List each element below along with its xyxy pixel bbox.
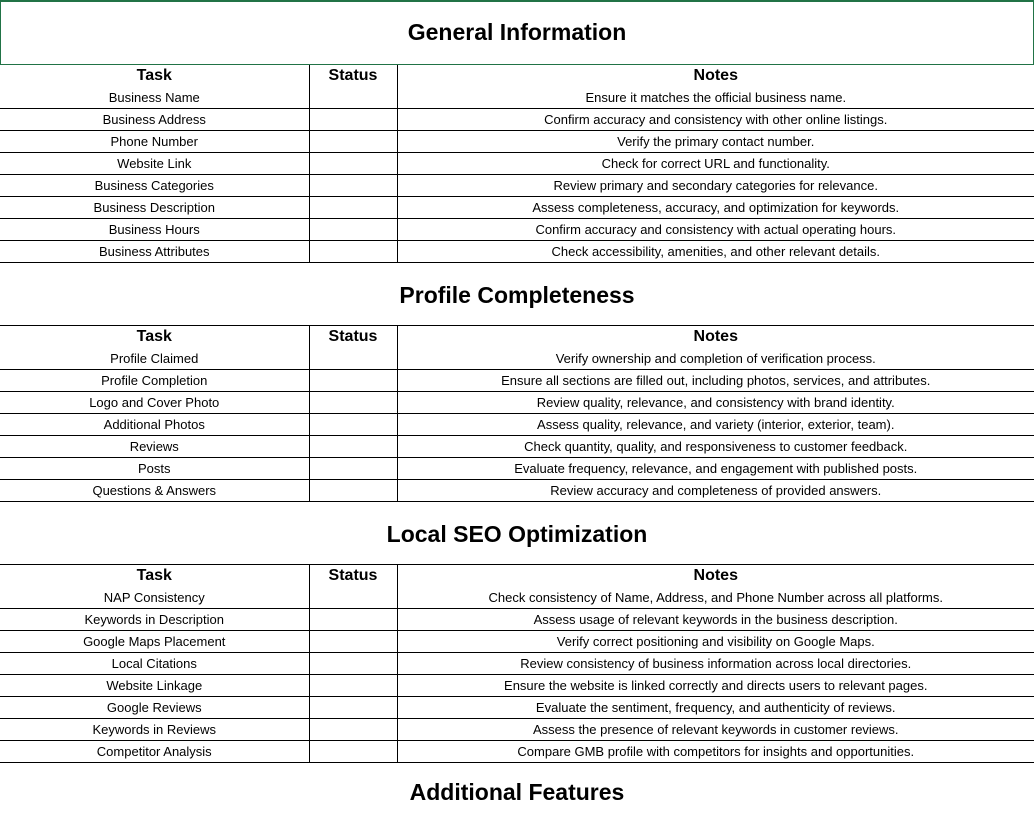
column-header-task[interactable]: Task xyxy=(0,326,309,348)
task-cell[interactable]: Logo and Cover Photo xyxy=(0,392,309,414)
checklist-table-local-seo-optimization xyxy=(0,565,1034,763)
status-cell[interactable] xyxy=(309,392,397,414)
task-cell[interactable]: Questions & Answers xyxy=(0,480,309,502)
table-row xyxy=(0,153,1034,175)
section-title-general-information[interactable]: General Information xyxy=(0,2,1034,65)
task-cell[interactable]: Profile Claimed xyxy=(0,348,309,370)
task-cell[interactable]: Posts xyxy=(0,458,309,480)
notes-cell[interactable]: Assess usage of relevant keywords in the business description. xyxy=(397,609,1034,631)
table-row xyxy=(0,109,1034,131)
table-row xyxy=(0,175,1034,197)
notes-cell[interactable]: Review consistency of business information across local directories. xyxy=(397,653,1034,675)
table-row xyxy=(0,392,1034,414)
table-row xyxy=(0,370,1034,392)
task-cell[interactable]: Business Address xyxy=(0,109,309,131)
task-cell[interactable]: Business Name xyxy=(0,87,309,109)
notes-cell[interactable]: Ensure it matches the official business name. xyxy=(397,87,1034,109)
status-cell[interactable] xyxy=(309,153,397,175)
task-cell[interactable]: Business Description xyxy=(0,197,309,219)
notes-cell[interactable]: Compare GMB profile with competitors for insights and opportunities. xyxy=(397,741,1034,763)
status-cell[interactable] xyxy=(309,609,397,631)
table-row xyxy=(0,241,1034,263)
status-cell[interactable] xyxy=(309,348,397,370)
notes-cell[interactable]: Ensure the website is linked correctly and directs users to relevant pages. xyxy=(397,675,1034,697)
status-cell[interactable] xyxy=(309,480,397,502)
task-cell[interactable]: Competitor Analysis xyxy=(0,741,309,763)
notes-cell[interactable]: Assess quality, relevance, and variety (interior, exterior, team). xyxy=(397,414,1034,436)
table-row xyxy=(0,348,1034,370)
notes-cell[interactable]: Review primary and secondary categories for relevance. xyxy=(397,175,1034,197)
table-row xyxy=(0,609,1034,631)
status-cell[interactable] xyxy=(309,175,397,197)
status-cell[interactable] xyxy=(309,241,397,263)
table-row xyxy=(0,653,1034,675)
task-cell[interactable]: Google Reviews xyxy=(0,697,309,719)
table-header-row xyxy=(0,565,1034,587)
table-row xyxy=(0,414,1034,436)
checklist-table-profile-completeness xyxy=(0,326,1034,502)
table-row xyxy=(0,587,1034,609)
table-row xyxy=(0,741,1034,763)
notes-cell[interactable]: Check consistency of Name, Address, and Phone Number across all platforms. xyxy=(397,587,1034,609)
task-cell[interactable]: Reviews xyxy=(0,436,309,458)
column-header-notes[interactable]: Notes xyxy=(693,328,738,345)
table-row xyxy=(0,131,1034,153)
status-cell[interactable] xyxy=(309,741,397,763)
notes-cell[interactable]: Assess the presence of relevant keywords in customer reviews. xyxy=(397,719,1034,741)
column-header-status[interactable]: Status xyxy=(309,565,397,587)
notes-cell[interactable]: Review quality, relevance, and consistency with brand identity. xyxy=(397,392,1034,414)
column-header-notes[interactable]: Notes xyxy=(693,67,738,84)
table-row xyxy=(0,675,1034,697)
task-cell[interactable]: Business Attributes xyxy=(0,241,309,263)
table-row xyxy=(0,458,1034,480)
notes-cell[interactable]: Check quantity, quality, and responsiveness to customer feedback. xyxy=(397,436,1034,458)
notes-cell[interactable]: Evaluate frequency, relevance, and engagement with published posts. xyxy=(397,458,1034,480)
notes-cell[interactable]: Review accuracy and completeness of provided answers. xyxy=(397,480,1034,502)
status-cell[interactable] xyxy=(309,719,397,741)
status-cell[interactable] xyxy=(309,219,397,241)
notes-cell[interactable]: Confirm accuracy and consistency with actual operating hours. xyxy=(397,219,1034,241)
status-cell[interactable] xyxy=(309,458,397,480)
checklist-table-general-information xyxy=(0,65,1034,263)
status-cell[interactable] xyxy=(309,414,397,436)
table-row xyxy=(0,87,1034,109)
notes-cell[interactable]: Verify correct positioning and visibility on Google Maps. xyxy=(397,631,1034,653)
column-header-notes[interactable]: Notes xyxy=(693,567,738,584)
task-cell[interactable]: Local Citations xyxy=(0,653,309,675)
notes-cell[interactable]: Confirm accuracy and consistency with other online listings. xyxy=(397,109,1034,131)
status-cell[interactable] xyxy=(309,631,397,653)
notes-cell[interactable]: Assess completeness, accuracy, and optimization for keywords. xyxy=(397,197,1034,219)
notes-cell[interactable]: Ensure all sections are filled out, including photos, services, and attributes. xyxy=(397,370,1034,392)
table-row xyxy=(0,719,1034,741)
task-cell[interactable]: Google Maps Placement xyxy=(0,631,309,653)
status-cell[interactable] xyxy=(309,197,397,219)
status-cell[interactable] xyxy=(309,87,397,109)
column-header-task[interactable]: Task xyxy=(0,565,309,587)
task-cell[interactable]: Business Categories xyxy=(0,175,309,197)
table-row xyxy=(0,480,1034,502)
status-cell[interactable] xyxy=(309,653,397,675)
notes-cell[interactable]: Verify ownership and completion of verification process. xyxy=(397,348,1034,370)
notes-cell[interactable]: Verify the primary contact number. xyxy=(397,131,1034,153)
status-cell[interactable] xyxy=(309,675,397,697)
task-cell[interactable]: NAP Consistency xyxy=(0,587,309,609)
table-row xyxy=(0,197,1034,219)
notes-cell[interactable]: Evaluate the sentiment, frequency, and authenticity of reviews. xyxy=(397,697,1034,719)
task-cell[interactable]: Additional Photos xyxy=(0,414,309,436)
table-row xyxy=(0,697,1034,719)
status-cell[interactable] xyxy=(309,697,397,719)
status-cell[interactable] xyxy=(309,109,397,131)
column-header-task[interactable]: Task xyxy=(0,65,309,87)
table-header-row xyxy=(0,65,1034,87)
notes-cell[interactable]: Check for correct URL and functionality. xyxy=(397,153,1034,175)
status-cell[interactable] xyxy=(309,436,397,458)
section-title-local-seo-optimization[interactable]: Local SEO Optimization xyxy=(0,502,1034,565)
task-cell[interactable]: Keywords in Reviews xyxy=(0,719,309,741)
section-title-additional-features[interactable]: Additional Features xyxy=(409,779,625,805)
section-title-profile-completeness[interactable]: Profile Completeness xyxy=(0,263,1034,326)
task-cell[interactable]: Business Hours xyxy=(0,219,309,241)
task-cell[interactable]: Phone Number xyxy=(0,131,309,153)
table-row xyxy=(0,436,1034,458)
table-row xyxy=(0,219,1034,241)
table-row xyxy=(0,631,1034,653)
column-header-status[interactable]: Status xyxy=(309,326,397,348)
status-cell[interactable] xyxy=(309,131,397,153)
task-cell[interactable]: Profile Completion xyxy=(0,370,309,392)
task-cell[interactable]: Keywords in Description xyxy=(0,609,309,631)
task-cell[interactable]: Website Link xyxy=(0,153,309,175)
notes-cell[interactable]: Check accessibility, amenities, and other relevant details. xyxy=(397,241,1034,263)
column-header-status[interactable]: Status xyxy=(309,65,397,87)
task-cell[interactable]: Website Linkage xyxy=(0,675,309,697)
status-cell[interactable] xyxy=(309,370,397,392)
table-header-row xyxy=(0,326,1034,348)
status-cell[interactable] xyxy=(309,587,397,609)
